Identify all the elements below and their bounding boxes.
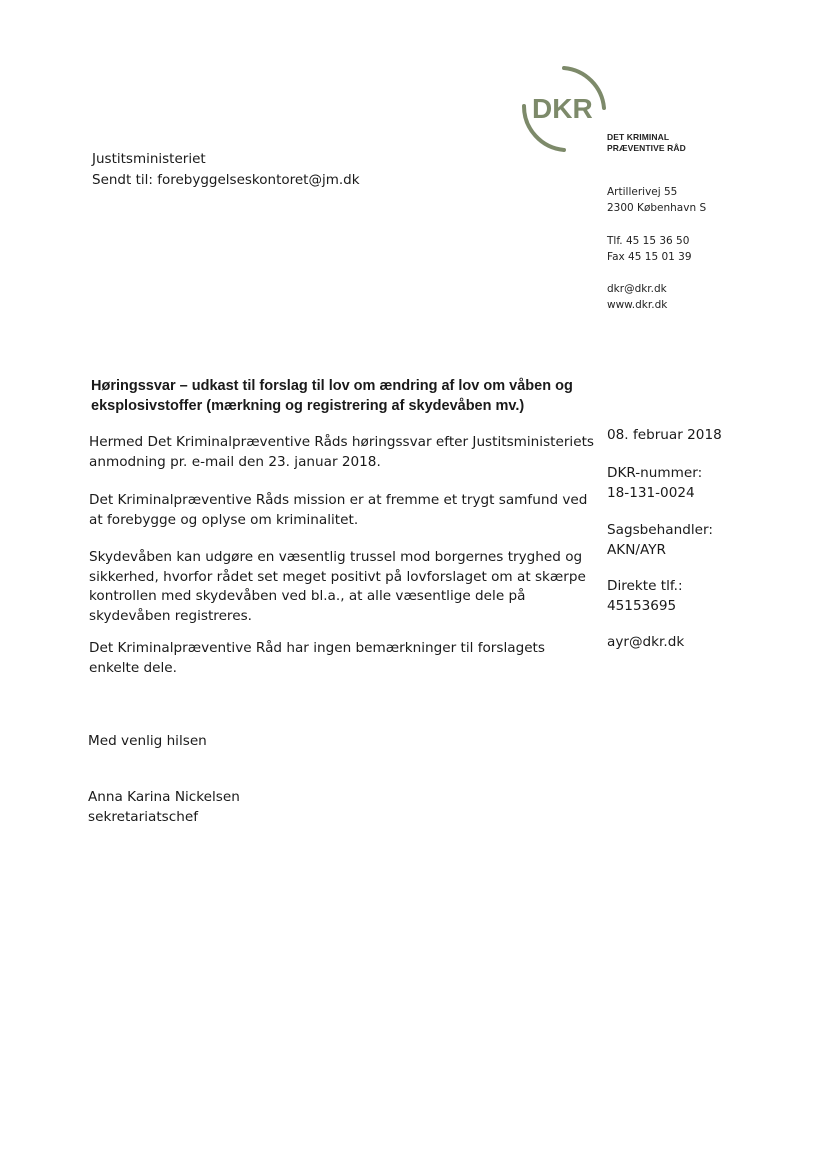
sender-online — [607, 281, 667, 313]
letter-subject: Høringssvar – udkast til forslag til lov om ændring af lov om våben og eksplosivstoffer (mærkning og registrering af skydevåben mv.) — [91, 378, 573, 414]
case-handler-block — [607, 521, 713, 560]
sender-web: www.dkr.dk — [607, 299, 668, 311]
org-name-line2: PRÆVENTIVE RÅD — [607, 143, 686, 153]
org-name-line1: DET KRIMINAL — [607, 132, 670, 142]
dkr-number-block — [607, 464, 702, 503]
signatory-title: sekretariatschef — [88, 809, 198, 825]
recipient-block — [92, 149, 360, 191]
closing-greeting: Med venlig hilsen — [88, 733, 207, 749]
sender-fax: Fax 45 15 01 39 — [607, 251, 692, 263]
handler-email: ayr@dkr.dk — [607, 634, 685, 650]
sender-phone: Tlf. 45 15 36 50 — [607, 235, 690, 247]
signatory-name: Anna Karina Nickelsen — [88, 789, 240, 805]
sender-address — [607, 184, 706, 216]
signature-block — [88, 787, 240, 827]
letter-date: 08. februar 2018 — [607, 427, 722, 443]
sender-street: Artillerivej 55 — [607, 186, 678, 198]
direct-phone-block — [607, 577, 683, 616]
sender-city: 2300 København S — [607, 202, 707, 214]
sender-email: dkr@dkr.dk — [607, 283, 667, 295]
sender-phones — [607, 233, 692, 265]
body-paragraph-3: Skydevåben kan udgøre en væsentlig trussel mod borgernes tryghed og sikkerhed, hvorfor rådet set meget positivt på lovforslaget om at skærpe kontrollen med skydevåben ved bl.a., at alle væsentlige dele på skydevåben registreres. — [89, 549, 586, 624]
organization-name — [607, 132, 686, 154]
recipient-name: Justitsministeriet — [92, 151, 206, 167]
direct-phone-label: Direkte tlf.: — [607, 578, 683, 594]
recipient-sent-to: Sendt til: forebyggelseskontoret@jm.dk — [92, 172, 360, 188]
dkr-number-label: DKR-nummer: — [607, 465, 703, 481]
case-handler-value: AKN/AYR — [607, 541, 666, 558]
dkr-logo — [516, 62, 616, 158]
logo-text: DKR — [532, 93, 593, 124]
body-paragraph-4: Det Kriminalpræventive Råd har ingen bemærkninger til forslagets enkelte dele. — [89, 640, 545, 676]
case-handler-label: Sagsbehandler: — [607, 522, 713, 538]
direct-phone-value: 45153695 — [607, 597, 677, 614]
body-paragraph-1: Hermed Det Kriminalpræventive Råds høringssvar efter Justitsministeriets anmodning pr. e-mail den 23. januar 2018. — [89, 434, 594, 470]
body-paragraph-2: Det Kriminalpræventive Råds mission er at fremme et trygt samfund ved at forebygge og oplyse om kriminalitet. — [89, 492, 588, 528]
dkr-number-value: 18-131-0024 — [607, 484, 695, 501]
